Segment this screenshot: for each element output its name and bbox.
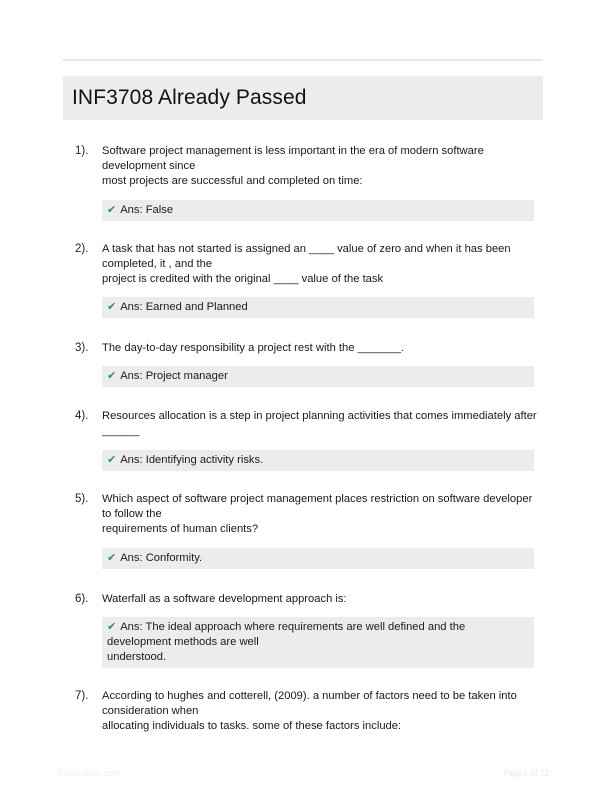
footer-watermark: Papersbee.com bbox=[57, 768, 121, 778]
answer-box bbox=[102, 297, 534, 318]
question-text bbox=[102, 689, 540, 734]
question-line: allocating individuals to tasks. some of these factors include: bbox=[102, 720, 402, 732]
answer-box bbox=[102, 548, 534, 569]
header-divider bbox=[63, 59, 543, 61]
question-text bbox=[102, 341, 540, 356]
answer-text: Ans: Identifying activity risks. bbox=[120, 454, 264, 466]
page-number: Page 1 of 12 bbox=[503, 768, 549, 778]
check-icon: ✔ bbox=[107, 204, 117, 216]
question-line: According to hughes and cotterell, (2009). a number of factors need to be taken into consideration when bbox=[102, 690, 517, 717]
answer-box bbox=[102, 366, 534, 387]
question-line: Which aspect of software project management places restriction on software developer to follow the bbox=[102, 493, 533, 520]
answer-text: Ans: Earned and Planned bbox=[120, 301, 248, 313]
answer-text: Ans: False bbox=[120, 204, 174, 216]
check-icon: ✔ bbox=[107, 621, 117, 633]
question-line: most projects are successful and completed on time: bbox=[102, 175, 363, 187]
check-icon: ✔ bbox=[107, 454, 117, 466]
check-icon: ✔ bbox=[107, 370, 117, 382]
answer-text: Ans: Project manager bbox=[120, 370, 228, 382]
answer-text: Ans: Conformity. bbox=[120, 552, 203, 564]
answer-box bbox=[102, 450, 534, 471]
answer-box bbox=[102, 200, 534, 221]
question-text bbox=[102, 409, 540, 439]
question-line: Resources allocation is a step in project planning activities that comes immediately after bbox=[102, 410, 537, 422]
question-line: A task that has not started is assigned an ____ value of zero and when it has been completed, it , and the bbox=[102, 243, 511, 270]
question-line: project is credited with the original ____ value of the task bbox=[102, 273, 384, 285]
title-banner bbox=[63, 76, 543, 120]
question-line: requirements of human clients? bbox=[102, 523, 259, 535]
answer-text: Ans: The ideal approach where requirements are well defined and the development methods are well bbox=[107, 621, 466, 648]
question-number: 3). bbox=[75, 342, 89, 354]
page-title: INF3708 Already Passed bbox=[72, 86, 307, 109]
question-line: The day-to-day responsibility a project rest with the _______. bbox=[102, 342, 405, 354]
question-number: 5). bbox=[75, 493, 89, 505]
question-text bbox=[102, 592, 540, 607]
answer-line: understood. bbox=[107, 651, 167, 663]
check-icon: ✔ bbox=[107, 301, 117, 313]
question-text bbox=[102, 144, 540, 189]
question-text bbox=[102, 492, 540, 537]
answer-box bbox=[102, 617, 534, 668]
question-line: Waterfall as a software development approach is: bbox=[102, 593, 347, 605]
question-number: 4). bbox=[75, 410, 89, 422]
question-line: Software project management is less important in the era of modern software development since bbox=[102, 145, 484, 172]
question-number: 7). bbox=[75, 690, 89, 702]
question-number: 6). bbox=[75, 593, 89, 605]
question-number: 1). bbox=[75, 145, 89, 157]
check-icon: ✔ bbox=[107, 552, 117, 564]
answer-line bbox=[107, 620, 528, 650]
question-number: 2). bbox=[75, 243, 89, 255]
question-text bbox=[102, 242, 540, 287]
question-line: ______ bbox=[102, 425, 140, 437]
